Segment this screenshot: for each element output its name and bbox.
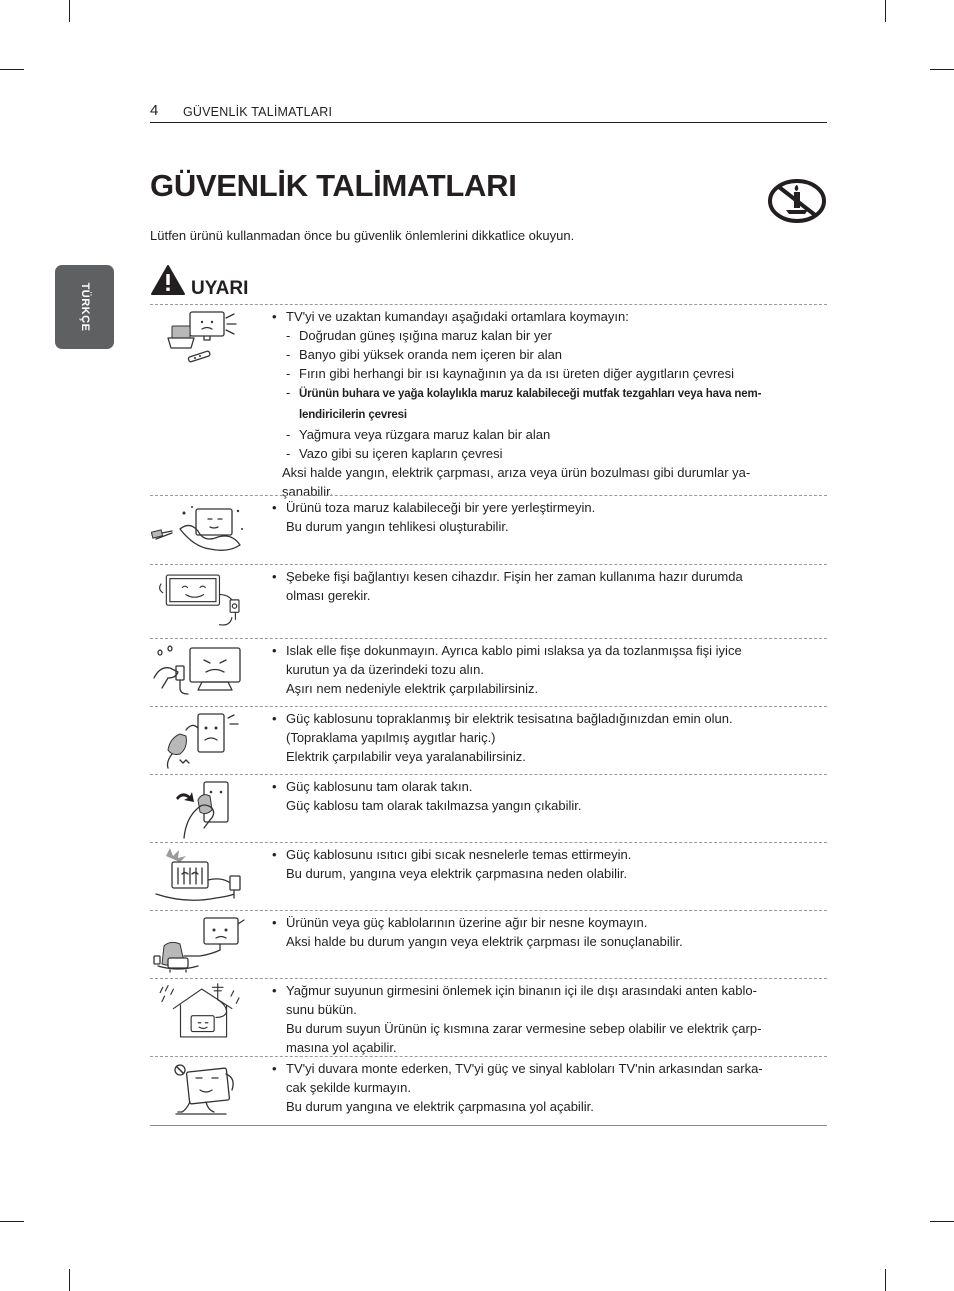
list-item-continued: lendiricilerin çevresi (299, 409, 407, 421)
section-text: • TV'yi ve uzaktan kumandayı aşağıdaki ortamlara koymayın: - Doğrudan güneş ışığına maruz kalan bir yer - Banyo gibi yüksek oranda nem içeren bir alan - Fırın gibi herhangi bir ısı kaynağının ya da ısı üreten diğer aygıtların çevresi - Ürünün buhara ve yağa kolaylıkla maruz kalabileceği mutfak tezgahları veya hava nem- lendiricilerin çevresi - Yağmura veya rüzgara maruz kalan bir alan - Vazo gibi su içeren kapların çevresi Aksi halde yangın, elektrik çarpması, arıza veya ürün bozulması gibi durumlar ya- şanabilir. (272, 309, 762, 499)
tv-dust-illustration (150, 499, 250, 561)
crop-mark (0, 1221, 24, 1222)
warning-section-grounding (150, 706, 827, 775)
bullet-text: Ürünü toza maruz kalabileceği bir yere yerleştirmeyin. (286, 500, 596, 515)
bullet: • (272, 309, 277, 324)
bullet-text-continued: Bu durum yangın tehlikesi oluşturabilir. (286, 519, 509, 534)
list-item: Banyo gibi yüksek oranda nem içeren bir alan (299, 347, 563, 362)
bullet-text-continued: Bu durum yangına ve elektrik çarpmasına yol açabilir. (286, 1099, 594, 1114)
list-item: Fırın gibi herhangi bir ısı kaynağının ya da ısı üreten diğer aygıtların çevresi (299, 366, 735, 381)
warning-section-wet-hands (150, 638, 827, 707)
tv-wall-mount-cables-illustration (150, 1060, 250, 1122)
section-text: • TV'yi duvara monte ederken, TV'yi güç ve sinyal kabloları TV'nin arkasından sarka- cak şekilde kurmayın. Bu durum yangına ve elektrik çarpmasına yol açabilir. (272, 1061, 763, 1114)
bullet-text: Güç kablosunu tam olarak takın. (286, 779, 473, 794)
bullet-text: TV'yi ve uzaktan kumandayı aşağıdaki ortamlara koymayın: (286, 309, 629, 324)
bullet-text-continued: kurutun ya da üzerindeki tozu alın. (286, 662, 485, 677)
bullet-text-continued: (Topraklama yapılmış aygıtlar hariç.) (286, 730, 496, 745)
running-title: GÜVENLİK TALİMATLARI (183, 105, 333, 119)
bullet-text-continued: cak şekilde kurmayın. (286, 1080, 411, 1095)
language-tab (55, 265, 114, 349)
grounded-outlet-illustration (150, 710, 250, 772)
list-item: Vazo gibi su içeren kapların çevresi (299, 446, 503, 461)
section-text: • Islak elle fişe dokunmayın. Ayrıca kablo pimi ıslaksa ya da tozlanmışsa fişi iyice kurutun ya da üzerindeki tozu alın. Aşırı nem nedeniyle elektrik çarpılabilirsiniz. (272, 643, 742, 696)
page-title: GÜVENLİK TALİMATLARI (150, 168, 517, 203)
running-header (150, 102, 827, 123)
bullet-text: Islak elle fişe dokunmayın. Ayrıca kablo pimi ıslaksa ya da tozlanmışsa fişi iyice (286, 643, 742, 658)
bullet-text-continued: Güç kablosu tam olarak takılmazsa yangın çıkabilir. (286, 798, 582, 813)
bullet-text-continued: Elektrik çarpılabilir veya yaralanabilirsiniz. (286, 749, 526, 764)
warning-triangle-icon (150, 264, 186, 296)
list-item: Ürünün buhara ve yağa kolaylıkla maruz kalabileceği mutfak tezgahları veya hava nem- (299, 388, 762, 400)
intro-text: Lütfen ürünü kullanmadan önce bu güvenlik önlemlerini dikkatlice okuyun. (150, 228, 575, 243)
crop-mark (69, 1269, 70, 1291)
page-number: 4 (150, 102, 159, 119)
section-text: • Güç kablosunu ısıtıcı gibi sıcak nesnelerle temas ettirmeyin. Bu durum, yangına veya elektrik çarpmasına neden olabilir. (272, 847, 632, 881)
section-text: • Ürünün veya güç kablolarının üzerine ağır bir nesne koymayın. Aksi halde bu durum yangın veya elektrik çarpması ile sonuçlanabilir. (272, 915, 683, 949)
warning-section-wall-mount (150, 1056, 827, 1126)
warning-section-antenna (150, 978, 827, 1057)
crop-mark (0, 69, 24, 70)
bullet-text-continued: Bu durum, yangına veya elektrik çarpmasına neden olabilir. (286, 866, 628, 881)
section-note: Aksi halde yangın, elektrik çarpması, arıza veya ürün bozulması gibi durumlar ya- (282, 465, 751, 480)
crop-mark (885, 0, 886, 22)
bullet-text-continued: Aşırı nem nedeniyle elektrik çarpılabilirsiniz. (286, 681, 539, 696)
section-text: • Ürünü toza maruz kalabileceği bir yere yerleştirmeyin. Bu durum yangın tehlikesi oluşturabilir. (272, 500, 596, 534)
section-text: • Şebeke fişi bağlantıyı kesen cihazdır. Fişin her zaman kullanıma hazır durumda olması gerekir. (272, 569, 743, 603)
warning-label: UYARI (191, 278, 249, 299)
section-text: • Güç kablosunu tam olarak takın. Güç kablosu tam olarak takılmazsa yangın çıkabilir. (272, 779, 582, 813)
bullet-text-continued: Aksi halde bu durum yangın veya elektrik çarpması ile sonuçlanabilir. (286, 934, 683, 949)
bullet-text: Ürünün veya güç kablolarının üzerine ağır bir nesne koymayın. (286, 915, 648, 930)
section-note: şanabilir. (282, 484, 334, 499)
bullet-text-continued: Bu durum suyun Ürünün iç kısmına zarar vermesine sebep olabilir ve elektrik çarp- (286, 1021, 762, 1036)
wet-hand-plug-illustration (150, 642, 250, 704)
crop-mark (930, 1221, 954, 1222)
section-text: • Güç kablosunu topraklanmış bir elektrik tesisatına bağladığınızdan emin olun. (Topraklama yapılmış aygıtlar hariç.) Elektrik çarpılabilir veya yaralanabilirsiniz. (272, 711, 733, 764)
bullet-text: Şebeke fişi bağlantıyı kesen cihazdır. Fişin her zaman kullanıma hazır durumda (286, 569, 743, 584)
warning-section-mains-plug (150, 564, 827, 639)
bullet-text: TV'yi duvara monte ederken, TV'yi güç ve sinyal kabloları TV'nin arkasından sarka- (286, 1061, 763, 1076)
plug-insert-fully-illustration (150, 778, 250, 840)
warning-section-heavy-object (150, 910, 827, 979)
list-item: Yağmura veya rüzgara maruz kalan bir alan (299, 427, 551, 442)
bullet-text-continued: masına yol açabilir. (286, 1040, 397, 1055)
list-item: Doğrudan güneş ışığına maruz kalan bir yer (299, 328, 552, 343)
warning-section-dust (150, 495, 827, 565)
cable-heater-illustration (150, 846, 250, 908)
bullet-text: Güç kablosunu topraklanmış bir elektrik tesisatına bağladığınızdan emin olun. (286, 711, 733, 726)
heavy-object-cable-illustration (150, 914, 250, 976)
bullet-text-continued: olması gerekir. (286, 588, 371, 603)
warning-section-heater (150, 842, 827, 911)
tv-mains-plug-illustration (150, 568, 250, 630)
crop-mark (69, 0, 70, 22)
language-tab-label: TÜRKÇE (79, 282, 91, 332)
warning-section-plug-fully (150, 774, 827, 843)
no-candle-icon (768, 178, 826, 224)
bullet-text-continued: sunu bükün. (286, 1002, 357, 1017)
bullet-text: Yağmur suyunun girmesini önlemek için binanın içi ile dışı arasındaki anten kablo- (286, 983, 757, 998)
antenna-cable-bend-illustration (150, 982, 250, 1044)
warning-section-environment (150, 304, 827, 499)
bullet-text: Güç kablosunu ısıtıcı gibi sıcak nesnelerle temas ettirmeyin. (286, 847, 632, 862)
crop-mark (885, 1269, 886, 1291)
crop-mark (930, 69, 954, 70)
tv-hazard-environments-illustration (150, 308, 250, 370)
section-text: • Yağmur suyunun girmesini önlemek için binanın içi ile dışı arasındaki anten kablo- sunu bükün. Bu durum suyun Ürünün iç kısmına zarar vermesine sebep olabilir ve elektrik çarp- masına yol açabilir. (272, 983, 762, 1055)
